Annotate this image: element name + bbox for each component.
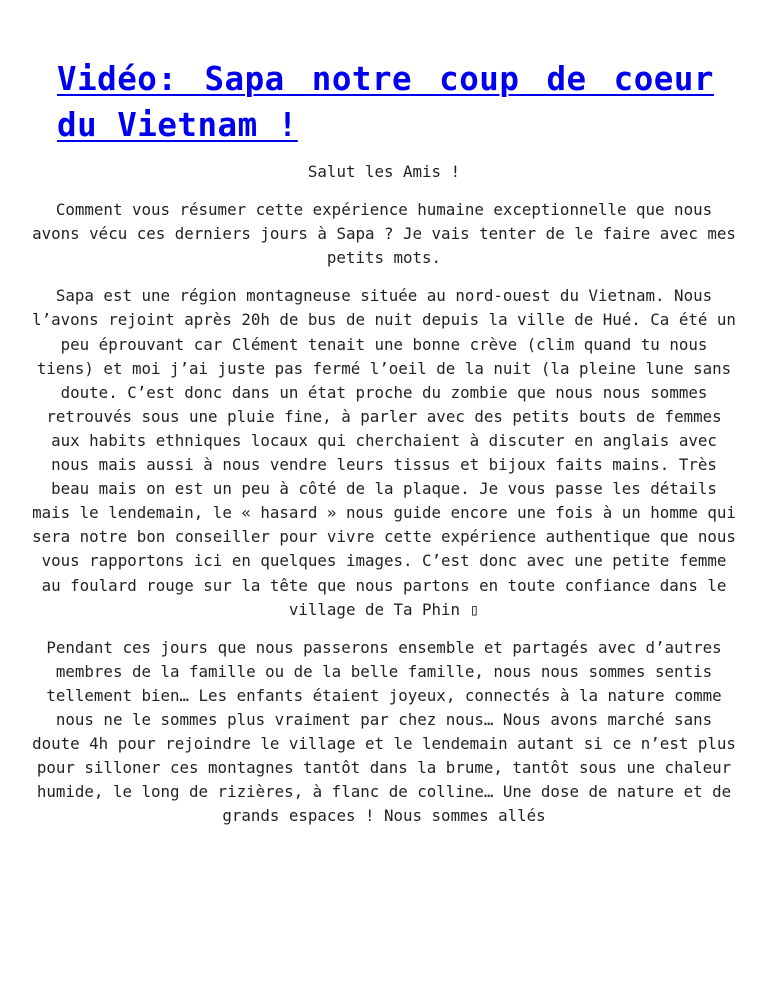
article-header (57, 56, 714, 148)
article-body (28, 160, 740, 842)
story-paragraph-2: Pendant ces jours que nous passerons ensemble et partagés avec d’autres membres de la famille ou de la belle famille, nous nous sommes sentis tellement bien… Les enfants étaient joyeux, connectés à la nature comme nous ne le sommes plus vraiment par chez nous… Nous avons marché sans doute 4h pour rejoindre le village et le lendemain autant si ce n’est plus pour silloner ces montagnes tantôt dans la brume, tantôt sous une chaleur humide, le long de rizières, à flanc de colline… Une dose de nature et de grands espaces ! Nous sommes allés (32, 637, 736, 826)
story-paragraph-1 (28, 284, 740, 621)
greeting-paragraph: Salut les Amis ! (307, 162, 461, 181)
missing-emoji-glyph: ▯ (469, 599, 480, 619)
article-title (57, 56, 714, 148)
intro-paragraph: Comment vous résumer cette expérience humaine exceptionnelle que nous avons vécu ces derniers jours à Sapa ? Je vais tenter de le faire avec mes petits mots. (32, 200, 736, 268)
article-title-link[interactable]: Vidéo: Sapa notre coup de coeur du Vietnam ! (57, 60, 714, 144)
story-paragraph-1-text: Sapa est une région montagneuse située au nord-ouest du Vietnam. Nous l’avons rejoint après 20h de bus de nuit depuis la ville de Hué. Ca été un peu éprouvant car Clément tenait une bonne crève (clim quand tu nous tiens) et moi j’ai juste pas fermé l’oeil de la nuit (la pleine lune sans doute. C’est donc dans un état proche du zombie que nous nous sommes retrouvés sous une pluie fine, à parler avec des petits bouts de femmes aux habits ethniques locaux qui cherchaient à discuter en anglais avec nous mais aussi à nous vendre leurs tissus et bijoux faits mains. Très beau mais on est un peu à côté de la plaque. Je vous passe les détails mais le lendemain, le « hasard » nous guide encore une fois à un homme qui sera notre bon conseiller pour vivre cette expérience authentique que nous vous rapportons ici en quelques images. C’est donc avec une petite femme au foulard rouge sur la tête que nous partons en toute confiance dans le village de Ta Phin (32, 286, 736, 619)
